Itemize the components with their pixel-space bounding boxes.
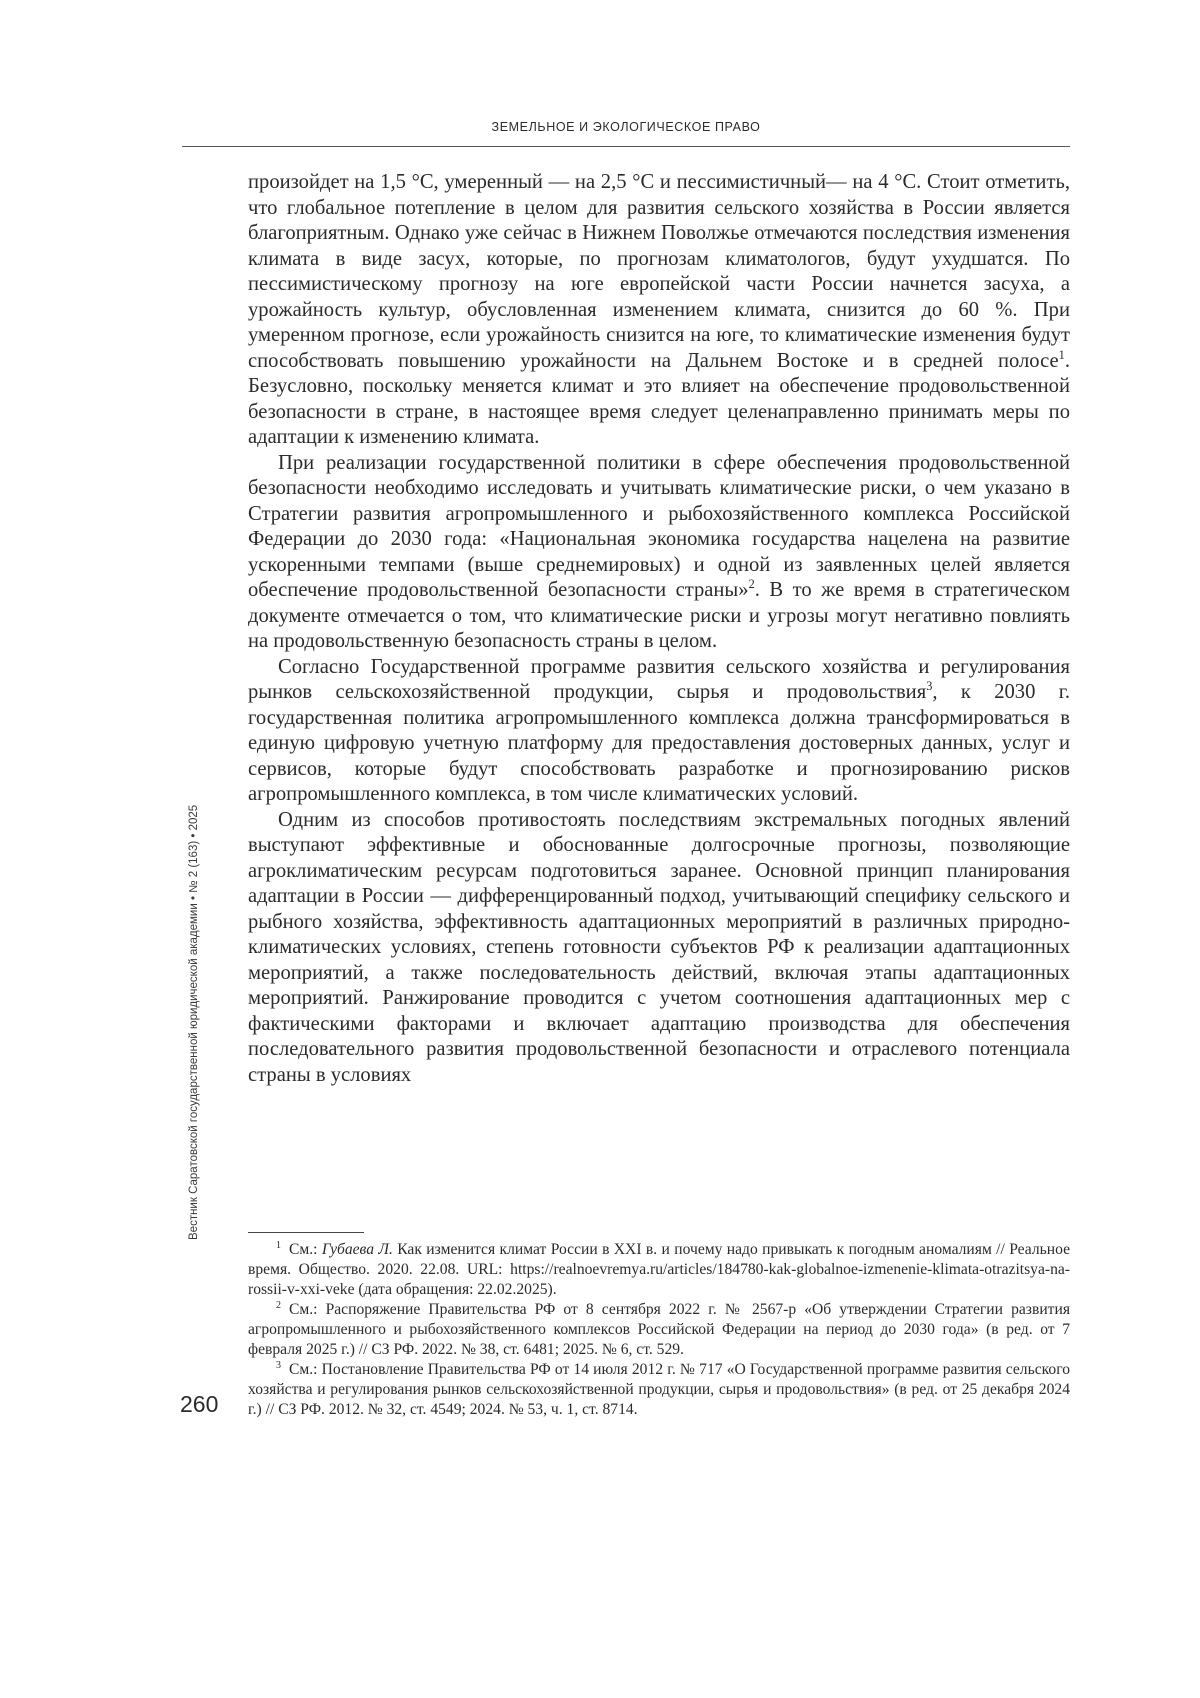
footnote-divider (248, 1232, 364, 1233)
paragraph-text: , к 2030 г. государственная политика агропромышленного комплекса должна трансформироваться в единую цифровую учетную платформу для предоставления достоверных данных, услуг и сервисов, которые будут способствовать разработке и прогнозированию рисков агропромышленного комплекса, в том числе климатических условий. (248, 681, 1070, 805)
footnote-ref-2[interactable]: 2 (748, 577, 755, 592)
paragraph-text: . В то же время в стратегическом документе отмечается о том, что климатические риски и угрозы могут негативно повлиять на продовольственную безопасность страны в целом. (248, 579, 1070, 652)
header-divider (182, 146, 1070, 147)
running-head-title: ЗЕМЕЛЬНОЕ И ЭКОЛОГИЧЕСКОЕ ПРАВО (491, 120, 761, 134)
paragraph-text: Согласно Государственной программе развития сельского хозяйства и регулирования рынков сельскохозяйственной продукции, сырья и продовольствия (248, 655, 1070, 703)
footnote-text: См.: Распоряжение Правительства РФ от 8 сентября 2022 г. № 2567-р «Об утверждении Стратегии развития агропромышленного и рыбохозяйственного комплексов Российской Федерации на период до 2030 года» (в ред. от 7 февраля 2025 г.) // СЗ РФ. 2022. № 38, ст. 6481; 2025. № 6, ст. 529. (248, 1301, 1070, 1358)
footnote-3 (248, 1360, 1070, 1420)
footnotes (248, 1240, 1070, 1420)
paragraph-text: произойдет на 1,5 °С, умеренный — на 2,5 °С и пессимистичный— на 4 °С. Стоит отметить, что глобальное потепление в целом для развития сельского хозяйства в России является благоприятным. Однако уже сейчас в Нижнем Поволжье отмечаются последствия изменения климата в виде засух, которые, по прогнозам климатологов, будут ухудшатся. По пессимистическому прогнозу на юге европейской части России начнется засуха, а урожайность культур, обусловленная изменением климата, снизится до 60 %. При умеренном прогнозе, если урожайность снизится на юге, то климатические изменения будут способствовать повышению урожайности на Дальнем Востоке и в средней полосе (248, 171, 1070, 372)
footnote-text: Как изменится климат России в XXI в. и почему надо привыкать к погодным аномалиям // Реальное время. Общество. 2020. 22.08. URL: https://realnoevremya.ru/articles/184780-kak-globalnoe-izmenenie-klimata-otrazitsya-na-rossii-v-xxi-veke (дата обращения: 22.02.2025). (248, 1241, 1071, 1298)
footnote-number: 2 (276, 1299, 281, 1311)
footnote-number: 1 (276, 1239, 281, 1251)
article-body (248, 170, 1070, 1088)
paragraph-2 (248, 451, 1070, 655)
page-number: 260 (180, 1391, 219, 1417)
paragraph-4: Одним из способов противостоять последствиям экстремальных погодных явлений выступают эффективные и обоснованные долгосрочные прогнозы, позволяющие агроклиматическим ресурсам подготовиться заранее. Основной принцип планирования адаптации в России — дифференцированный подход, учитывающий специфику сельского и рыбного хозяйства, эффективность адаптационных мероприятий в различных природно-климатических условиях, степень готовности субъектов РФ к реализации адаптационных мероприятий, а также последовательность действий, включая этапы адаптационных мероприятий. Ранжирование проводится с учетом соотношения адаптационных мер с фактическими факторами и включает адаптацию производства для обеспечения последовательного развития продовольственной безопасности и отраслевого потенциала страны в условиях (248, 808, 1070, 1086)
footnote-number: 3 (276, 1359, 281, 1371)
footnote-text: См.: Постановление Правительства РФ от 14 июля 2012 г. № 717 «О Государственной программе развития сельского хозяйства и регулирования рынков сельскохозяйственной продукции, сырья и продовольствия» (в ред. от 25 декабря 2024 г.) // СЗ РФ. 2012. № 32, ст. 4549; 2024. № 53, ч. 1, ст. 8714. (248, 1361, 1070, 1418)
journal-side-title: Вестник Саратовской государственной юридической академии • № 2 (163) • 2025 (188, 804, 200, 1240)
footnote-ref-3[interactable]: 3 (926, 679, 933, 694)
paragraph-1 (248, 170, 1070, 451)
paragraph-3 (248, 655, 1070, 808)
footnote-author: Губаева Л. (321, 1241, 393, 1258)
footnote-1 (248, 1240, 1070, 1300)
footnote-2 (248, 1300, 1070, 1360)
paragraph-text: . Безусловно, поскольку меняется климат и это влияет на обеспечение продовольственной безопасности в стране, в настоящее время следует целенаправленно принимать меры по адаптации к изменению климата. (248, 349, 1070, 448)
footnote-ref-1[interactable]: 1 (1058, 347, 1065, 362)
footnote-prefix: См.: (289, 1241, 322, 1258)
paragraph-text: При реализации государственной политики в сфере обеспечения продовольственной безопасности необходимо исследовать и учитывать климатические риски, о чем указано в Стратегии развития агропромышленного и рыбохозяйственного комплекса Российской Федерации до 2030 года: «Национальная экономика государства нацелена на развитие ускоренными темпами (выше среднемировых) и одной из заявленных целей является обеспечение продовольственной безопасности страны» (248, 451, 1070, 601)
